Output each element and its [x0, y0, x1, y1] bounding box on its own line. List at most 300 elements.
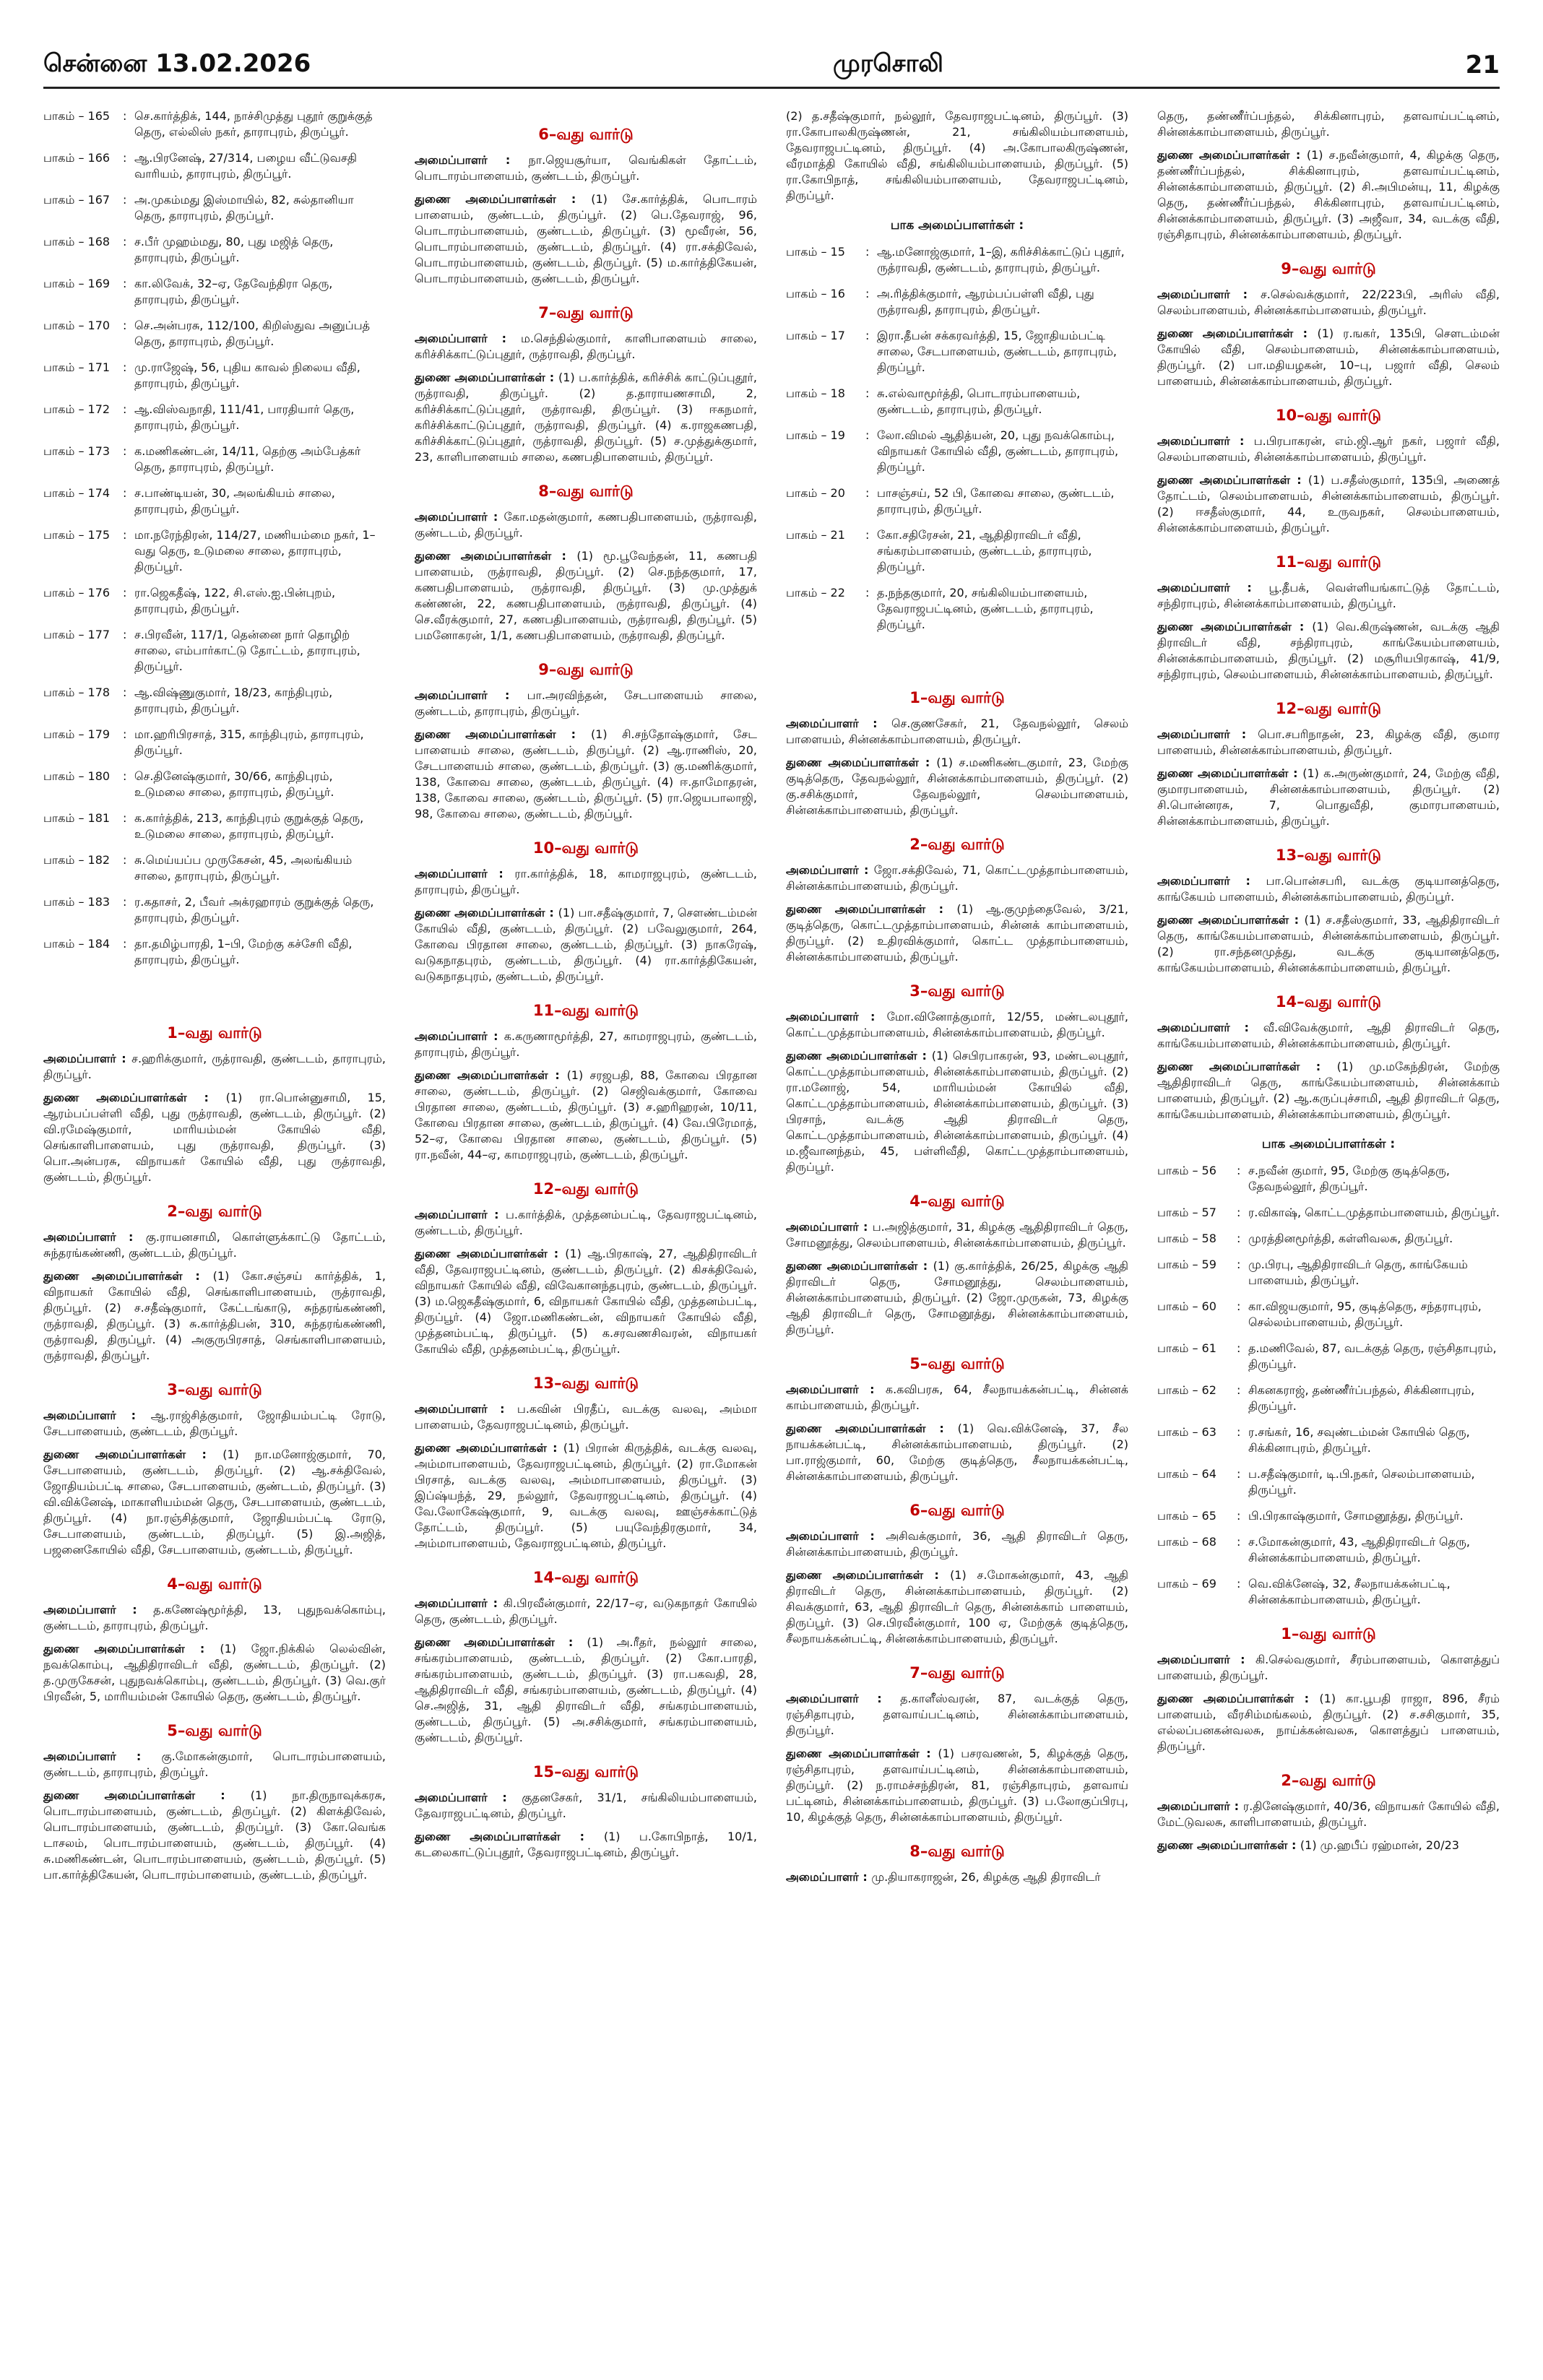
deputies-label: துணை அமைப்பாளர்கள் :: [43, 1091, 226, 1104]
ward-section: [415, 1763, 757, 1861]
leader-label: அமைப்பாளர் :: [1157, 1799, 1243, 1813]
ward-section: [43, 1024, 386, 1185]
booth-entry: [786, 527, 1128, 575]
booth-number: பாகம் – 167: [43, 193, 111, 207]
ward-leader: அமைப்பாளர் : ர.தினேஷ்குமார், 40/36, விநாயகர் கோயில் வீதி, மேட்டுவலசு, காளிபாளையம், திருப்பூர்.: [1157, 1799, 1500, 1829]
ward-leader: அமைப்பாளர் : பா.அரவிந்தன், சேடபாளையம் சாலை, குண்டடம், தாராபுரம், திருப்பூர்.: [415, 688, 757, 718]
booth-agent: த.நந்தகுமார், 20, சங்கிலியம்பாளையம், தேவராஜபட்டினம், குண்டடம், தாராபுரம், திருப்பூர்.: [877, 586, 1094, 631]
booth-agent: மு.பிரபு, ஆதிதிராவிடர் தெரு, காங்கேயம் பாளையம், திருப்பூர்.: [1248, 1258, 1468, 1287]
booth-agent: மு.ராஜேஷ், 56, புதிய காவல் நிலைய வீதி, தாராபுரம், திருப்பூர்.: [134, 360, 360, 390]
separator: :: [865, 287, 870, 300]
ward-deputies: துணை அமைப்பாளர்கள் : (1) வெ.விக்னேஷ், 37, சீல நாயக்கன்பட்டி, சின்னக்காம்பாளையம், திருப்பூர். (2) பா.ராஜ்குமார், 60, மேற்கு குடித்தெரு, சீலநாயக்கன்பட்டி, சின்னக்காம்பாளையம், திருப்பூர்.: [786, 1421, 1128, 1483]
ward-leader: அமைப்பாளர் : ஆ.ராஜ்சித்குமார், ஜோதியம்பட்டி ரோடு, சேடபாளையம், குண்டடம், திருப்பூர்.: [43, 1408, 386, 1438]
separator: :: [123, 402, 127, 416]
booth-entry: [43, 318, 386, 350]
ward-deputies: துணை அமைப்பாளர்கள் : (1) ஜோ.நிக்கில் லெல்வின், நவக்கொம்பு, ஆதிதிராவிடர் வீதி, குண்டடம், திருப்பூர். (2) த.முருகேசன், புதுநவக்கொம்பு, குண்டடம், திருப்பூர். (3) வெ.குர் பிரவீன், 5, மாரியம்மன் கோயில் தெரு, குண்டடம், திருப்பூர்.: [43, 1642, 386, 1703]
deputies-label: துணை அமைப்பாளர்கள் :: [43, 1788, 251, 1802]
continued-text: தெரு, தண்ணீர்ப்பந்தல், சிக்கினாபுரம், தளவாய்பட்டினம், சின்னக்காம்பாளையம், திருப்பூர்.: [1157, 109, 1500, 139]
leader-label: அமைப்பாளர் :: [1157, 1021, 1263, 1034]
ward-heading: 4–வது வார்டு: [167, 1575, 262, 1593]
leader-label: அமைப்பாளர் :: [1157, 581, 1269, 594]
booth-number: பாகம் – 173: [43, 444, 111, 458]
column-3: [786, 108, 1128, 2355]
ward-leader: அமைப்பாளர் : பா.பொன்சபரி, வடக்கு குடியானத்தெரு, காங்கேயம் பாளையம், சின்னக்காம்பாளையம், திருப்பூர்.: [1157, 874, 1500, 904]
ward-deputies: துணை அமைப்பாளர்கள் : (1) ப.கார்த்திக், கரிச்சிக் காட்டுப்புதூர், ருத்ராவதி, திருப்பூர். (2) த.தாராயணசாமி, 2, கரிச்சிக்காட்டுப்புதூர், ருத்ராவதி, திருப்பூர். (3) ஈகநமார், கரிச்சிக்காட்டுப்புதூர், ருத்ராவதி, திருப்பூர். (4) க.ராஜகணபதி, கரிச்சிக்காட்டுப்புதூர், ருத்ராவதி, திருப்பூர். (5) ச.முத்துக்குமார், 23, காளிபாளையம் சாலை, கணபதிபாளையம், திருப்பூர்.: [415, 371, 757, 464]
booth-number: பாகம் – 59: [1157, 1258, 1216, 1271]
deputies-label: துணை அமைப்பாளர்கள் :: [415, 192, 592, 206]
ward-deputies: துணை அமைப்பாளர்கள் : (1) மு.மகேந்திரன், மேற்கு ஆதிதிராவிடர் தெரு, காங்கேயம்பாளையம், சின்னக்காம் பாளையம், திருப்பூர். (2) ஆ.கருப்புச்சாமி, ஆதி திராவிடர் தெரு, காங்கேயம்பாளையம், சின்னக்காம்பாளையம், திருப்பூர்.: [1157, 1060, 1500, 1121]
leader-label: அமைப்பாளர் :: [415, 153, 529, 167]
deputies-label: துணை அமைப்பாளர்கள் :: [786, 1049, 932, 1063]
ward-deputies: துணை அமைப்பாளர்கள் : (1) செபிரபாகரன், 93, மண்டலபுதூர், கொட்டமுத்தாம்பாளையம், சின்னக்காம்பாளையம், திருப்பூர். (2) ரா.மனோஜ், 54, மாரியம்மன் கோயில் வீதி, கொட்டமுத்தாம்பாளையம், சின்னக்காம்பாளையம், திருப்பூர். (3) பிரசாந், வடக்கு ஆதி திராவிடர் தெரு, கொட்டமுத்தாம்பாளையம், சின்னக்காம்பாளையம், திருப்பூர். (4) ம.ஜீவானந்தம், 45, பள்ளிவீதி, கொட்டமுத்தாம்பாளையம், திருப்பூர்.: [786, 1049, 1128, 1174]
page-number: 21: [1465, 51, 1500, 79]
booth-agent: கா.விஜயகுமார், 95, குடித்தெரு, சந்தராபுரம், செல்லம்பாளையம், திருப்பூர்.: [1248, 1299, 1482, 1329]
booth-entry: [1157, 1576, 1500, 1608]
ward-leader: அமைப்பாளர் : பூ.தீபக், வெள்ளியங்காட்டுத் தோட்டம், சந்திராபுரம், சின்னக்காம்பாளையம், திருப்பூர்.: [1157, 581, 1500, 610]
leader-label: அமைப்பாளர் :: [43, 1408, 151, 1422]
booth-entry: [1157, 1466, 1500, 1498]
booth-entry: [43, 810, 386, 842]
ward-heading: 6–வது வார்டு: [538, 126, 634, 143]
ward-section: [43, 1203, 386, 1364]
booth-agent: ஆ.விஸ்வநாதி, 111/41, பாரதியார் தெரு, தாராபுரம், திருப்பூர்.: [134, 402, 355, 432]
deputies-label: துணை அமைப்பாளர்கள் :: [415, 1441, 563, 1455]
ward-heading: 1–வது வார்டு: [909, 689, 1005, 706]
ward-deputies: துணை அமைப்பாளர்கள் : (1) ஆ.பிரகாஷ், 27, ஆதிதிராவிடர் வீதி, தேவராஜபட்டினம், குண்டடம், திருப்பூர். (2) கிசக்திவேல், விநாயகர் கோயில் வீதி, விவேகானந்தபுரம், குண்டடம், திருப்பூர். (3) ம.ஜெகதீஷ்குமார், 6, விநாயகர் கோயில் வீதி, முத்தனம்பட்டி, திருப்பூர். (4) ஜோ.மணிகண்டன், விநாயகர் கோயில் வீதி, முத்தனம்பட்டி, திருப்பூர். (5) க.சரவணசிவரன், விநாயகர் கோயில் வீதி, முத்தனம்பட்டி, திருப்பூர்.: [415, 1247, 757, 1356]
ward-deputies: துணை அமைப்பாளர்கள் : (1) சரஜபதி, 88, கோவை பிரதான சாலை, குண்டடம், திருப்பூர். (2) செஜிவக்குமார், கோவை பிரதான சாலை, குண்டடம், திருப்பூர். (3) ச.ஹரிஹரன், 10/11, கோவை பிரதான சாலை, குண்டடம், திருப்பூர். (4) வே.பிரேமாத், 52–ஏ, கோவை பிரதான சாலை, குண்டடம், திருப்பூர். (5) ரா.நவீன், 44–ஏ, காமராஜபுரம், குண்டடம், திருப்பூர்.: [415, 1068, 757, 1161]
ward-section: [415, 304, 757, 465]
booth-entry: [43, 769, 386, 800]
deputies-label: துணை அமைப்பாளர்கள் :: [415, 906, 558, 919]
booth-number: பாகம் – 15: [786, 245, 845, 259]
ward-deputies: துணை அமைப்பாளர்கள் : (1) சே.கார்த்திக், பொடாரம் பாளையம், குண்டடம், திருப்பூர். (2) பெ.தேவராஜ், 96, பொடாரம்பாளையம், குண்டடம், திருப்பூர். (3) மூவீரன், 56, பொடாரம்பாளையம், குண்டடம், திருப்பூர். (4) ரா.சக்திவேல், பொடாரம்பாளையம், குண்டடம், திருப்பூர். (5) ம.கார்த்திகேயன், பொடாரம்பாளையம், குண்டடம், திருப்பூர்.: [415, 192, 757, 285]
separator: :: [865, 386, 870, 400]
separator: :: [1237, 1164, 1241, 1177]
booth-entry: [1157, 1341, 1500, 1372]
ward-deputies: துணை அமைப்பாளர்கள் : (1) ப.கோபிநாத், 10/1, கடலைகாட்டுப்புதூர், தேவராஜபட்டினம், திருப்பூர்.: [415, 1830, 757, 1859]
booth-number: பாகம் – 166: [43, 151, 111, 165]
booth-number: பாகம் – 61: [1157, 1341, 1216, 1355]
leader-label: அமைப்பாளர் :: [786, 1870, 872, 1884]
booth-agent: ச.நவீன் குமார், 95, மேற்கு குடித்தெரு, தேவநல்லூர், திருப்பூர்.: [1248, 1164, 1450, 1193]
booth-number: பாகம் – 183: [43, 895, 111, 909]
booth-agent: க.கார்த்திக், 213, காந்திபுரம் குறுக்குத் தெரு, உடுமலை சாலை, தாராபுரம், திருப்பூர்.: [134, 811, 364, 841]
masthead: [43, 43, 1500, 89]
ward-section: [786, 836, 1128, 965]
separator: :: [1237, 1299, 1241, 1313]
booth-entry: [43, 936, 386, 968]
booth-agent: முரத்தினமூர்த்தி, கள்ளிவலசு, திருப்பூர்.: [1248, 1232, 1453, 1245]
ward-section: [1157, 700, 1500, 829]
booth-agent: ச.பீர் முஹம்மது, 80, புது மஜித் தெரு, தாராபுரம், திருப்பூர்.: [134, 235, 334, 264]
booth-agent: த.மணிவேல், 87, வடக்குத் தெரு, ரஞ்சிதாபுரம், திருப்பூர்.: [1248, 1341, 1497, 1371]
ward-heading: 10–வது வார்டு: [1275, 407, 1382, 424]
booth-number: பாகம் – 17: [786, 329, 845, 342]
booth-entry: [43, 527, 386, 575]
booth-entry: [1157, 1299, 1500, 1330]
ward-section: [43, 1575, 386, 1705]
ward-deputies: துணை அமைப்பாளர்கள் : (1) ப.சதீஸ்குமார், 135பி, அணைத் தோட்டம், செலம்பாளையம், சின்னக்காம்பாளையம், திருப்பூர். (2) ஈசதீஸ்குமார், 44, உருவநகர், செலம்பாளையம், சின்னக்காம்பாளையம், திருப்பூர்.: [1157, 473, 1500, 535]
booth-number: பாகம் – 62: [1157, 1383, 1216, 1397]
ward-leader: அமைப்பாளர் : ப.கார்த்திக், முத்தனம்பட்டி, தேவராஜபட்டினம், குண்டடம், திருப்பூர்.: [415, 1208, 757, 1237]
separator: :: [123, 360, 127, 374]
ward-section: [43, 1381, 386, 1558]
ward-deputies: துணை அமைப்பாளர்கள் : (1) க.அருண்குமார், 24, மேற்கு வீதி, குமாரபாளையம், சின்னக்காம்பாளையம், திருப்பூர். (2) சி.பொன்னரசு, 7, பொதுவீதி, குமாரபாளையம், சின்னக்காம்பாளையம், திருப்பூர்.: [1157, 766, 1500, 828]
separator: :: [865, 329, 870, 342]
ward-section: [1157, 993, 1500, 1122]
booth-agents-subheading: பாக அமைப்பாளர்கள் :: [890, 218, 1024, 233]
leader-label: அமைப்பாளர் :: [415, 1029, 504, 1043]
ward-deputies: துணை அமைப்பாளர்கள் : (1) மூ.பூவேந்தன், 11, கணபதி பாளையம், ருத்ராவதி, திருப்பூர். (2) செ.நந்தகுமார், 17, கணபதிபாளையம், ருத்ராவதி, திருப்பூர். (3) மு.முத்துக் கண்ணன், 22, கணபதிபாளையம், ருத்ராவதி, திருப்பூர். (4) செ.வீரக்குமார், 27, கணபதிபாளையம், ருத்ராவதி, திருப்பூர். (5) பமனோகரன், 1/1, கணபதிபாளையம், ருத்ராவதி, திருப்பூர்.: [415, 549, 757, 642]
ward-section: [415, 1002, 757, 1163]
booth-number: பாகம் – 177: [43, 628, 111, 641]
separator: :: [123, 109, 127, 123]
separator: :: [1237, 1577, 1241, 1591]
ward-leader: அமைப்பாளர் : கி.பிரவீன்குமார், 22/17–ஏ, வடுகநாதர் கோயில் தெரு, குண்டடம், திருப்பூர்.: [415, 1596, 757, 1626]
ward-deputies: துணை அமைப்பாளர்கள் : (1) ச.சதீஸ்குமார், 33, ஆதிதிராவிடர் தெரு, காங்கேயம்பாளையம், சின்னக்காம்பாளையம், திருப்பூர். (2) ரா.சந்தனமுத்து, வடக்கு குடியானத்தெரு, காங்கேயம்பாளையம், சின்னக்காம்பாளையம், திருப்பூர்.: [1157, 913, 1500, 974]
booth-agent: தா.தமிழ்பாரதி, 1–பி, மேற்கு கச்சேரி வீதி, தாராபுரம், திருப்பூர்.: [134, 937, 353, 966]
separator: :: [123, 444, 127, 458]
booth-number: பாகம் – 64: [1157, 1467, 1216, 1481]
deputies-label: துணை அமைப்பாளர்கள் :: [786, 756, 937, 769]
ward-section: [786, 1664, 1128, 1825]
booth-agent: லோ.விமல் ஆதித்யன், 20, புது நவக்கொம்பு, விநாயகர் கோயில் வீதி, குண்டடம், தாராபுரம், திருப்பூர்.: [877, 428, 1119, 474]
separator: :: [1237, 1467, 1241, 1481]
deputies-label: துணை அமைப்பாளர்கள் :: [415, 727, 591, 741]
leader-label: அமைப்பாளர் :: [415, 332, 521, 345]
leader-label: அமைப்பாளர் :: [786, 863, 874, 877]
separator: :: [1237, 1232, 1241, 1245]
ward-heading: 14–வது வார்டு: [532, 1569, 639, 1586]
booth-number: பாகம் – 57: [1157, 1206, 1216, 1219]
booth-number: பாகம் – 58: [1157, 1232, 1216, 1245]
ward-heading: 7–வது வார்டு: [538, 304, 634, 321]
ward-heading: 3–வது வார்டு: [909, 982, 1005, 1000]
ward-section: [1157, 1772, 1500, 1853]
deputies-label: துணை அமைப்பாளர்கள் :: [415, 1830, 604, 1843]
booth-agent: பி.பிரகாஷ்குமார், சோமனூத்து, திருப்பூர்.: [1248, 1509, 1464, 1523]
booth-agent: ப.சதீஷ்குமார், டி.பி.நகர், செலம்பாளையம், திருப்பூர்.: [1248, 1467, 1475, 1497]
booth-entry: [1157, 1257, 1500, 1289]
deputies-label: துணை அமைப்பாளர்கள் :: [786, 902, 957, 916]
booth-entry: [786, 286, 1128, 318]
ward-leader: அமைப்பாளர் : நா.ஜெயசூர்யா, வெங்கிகள் தோட்டம், பொடாரம்பாளையம், குண்டடம், திருப்பூர்.: [415, 153, 757, 183]
booth-entry: [786, 485, 1128, 517]
booth-entry: [43, 443, 386, 475]
article-columns: [43, 108, 1500, 2355]
ward-heading: 2–வது வார்டு: [909, 836, 1005, 853]
separator: :: [865, 245, 870, 259]
ward-leader: அமைப்பாளர் : ம.செந்தில்குமார், காளிபாளையம் சாலை, கரிச்சிக்காட்டுப்புதூர், ருத்ராவதி, திருப்பூர்.: [415, 332, 757, 361]
ward-heading: 1–வது வார்டு: [167, 1024, 262, 1042]
booth-number: பாகம் – 170: [43, 319, 111, 332]
ward-heading: 12–வது வார்டு: [1275, 700, 1382, 717]
separator: :: [123, 528, 127, 542]
ward-deputies: துணை அமைப்பாளர்கள் : (1) ஆ.குமுந்தைவேல், 3/21, குடித்தெரு, கொட்டமுத்தாம்பாளையம், சின்னக் காம்பாளையம், திருப்பூர். (2) உதிரவிக்குமார், கொட்ட முத்தாம்பாளையம், சின்னக்காம்பாளையம், திருப்பூர்.: [786, 902, 1128, 964]
booth-agent: கா.லிவேக், 32–ஏ, தேவேந்திரா தெரு, தாராபுரம், திருப்பூர்.: [134, 277, 333, 306]
separator: :: [123, 727, 127, 741]
leader-label: அமைப்பாளர் :: [786, 1529, 886, 1543]
booth-number: பாகம் – 181: [43, 811, 111, 825]
deputies-label: துணை அமைப்பாளர்கள் :: [43, 1269, 213, 1283]
booth-number: பாகம் – 184: [43, 937, 111, 951]
ward-leader: அமைப்பாளர் : ரா.கார்த்திக், 18, காமராஜபுரம், குண்டடம், தாராபுரம், திருப்பூர்.: [415, 867, 757, 896]
booth-entry: [43, 852, 386, 884]
deputies-label: துணை அமைப்பாளர்கள் :: [786, 1568, 951, 1582]
ward-section: [415, 126, 757, 287]
ward-heading: 2–வது வார்டு: [1281, 1772, 1376, 1789]
separator: :: [123, 811, 127, 825]
booth-number: பாகம் – 182: [43, 853, 111, 867]
ward-deputies: துணை அமைப்பாளர்கள் : (1) பா.சதீஷ்குமார், 7, சௌண்டம்மன் கோயில் வீதி, குண்டடம், திருப்பூர். (2) பவேலுகுமார், 264, கோவை பிரதான சாலை, குண்டடம், திருப்பூர். (3) நாகரேஷ், வடுகநாதபுரம், குண்டடம், திருப்பூர். (4) ரா.கார்த்திகேயன், வடுகநாதபுரம், குண்டடம், திருப்பூர்.: [415, 906, 757, 983]
booth-entry: [786, 244, 1128, 276]
separator: :: [865, 428, 870, 442]
ward-deputies: துணை அமைப்பாளர்கள் : (1) பிரான் கிருத்திக், வடக்கு வலவு, அம்மாபாளையம், தேவராஜபட்டினம், திருப்பூர். (2) ரா.மோகன் பிரசாத், வடக்கு வலவு, அம்மாபாளையம், திருப்பூர். (3) இப்ஷ்யந்த், 29, நல்லூர், தேவராஜபட்டினம், திருப்பூர். (4) வே.லோகேஷ்குமார், 9, வடக்கு வலவு, ஊஞ்சக்காட்டுத் தோட்டம், திருப்பூர். (5) பயுவேந்திரகுமார், 34, அம்மாபாளையம், தேவராஜபட்டினம், திருப்பூர்.: [415, 1441, 757, 1550]
ward-deputies: துணை அமைப்பாளர்கள் : (1) கா.பூபதி ராஜா, 896, சீரம் பாளையம், வீரசிம்மங்கலம், திருப்பூர். (2) ச.சசிகுமார், 35, எல்லப்பனகன்வலசு, நாய்க்கன்வலசு, கொளத்துப் பாளையம், திருப்பூர்.: [1157, 1692, 1500, 1753]
booth-entry: [43, 108, 386, 140]
booth-entry: [1157, 1163, 1500, 1195]
booth-number: பாகம் – 171: [43, 360, 111, 374]
booth-agent: ர.விகாஷ், கொட்டமுத்தாம்பாளையம், திருப்பூர்.: [1248, 1206, 1500, 1219]
booth-agent: ஆ.விஷ்ணுகுமார், 18/23, காந்திபுரம், தாராபுரம், திருப்பூர்.: [134, 685, 333, 715]
ward-heading: 8–வது வார்டு: [909, 1843, 1005, 1860]
booth-agent: செ.தினேஷ்குமார், 30/66, காந்திபுரம், உடுமலை சாலை, தாராபுரம், திருப்பூர்.: [134, 769, 334, 799]
booth-agent: ஆ.மனோஜ்குமார், 1–இ, கரிச்சிக்காட்டுப் புதூர், ருத்ராவதி, குண்டடம், தாராபுரம், திருப்பூர்.: [877, 245, 1125, 274]
booth-entry: [43, 234, 386, 266]
ward-section: [786, 1502, 1128, 1647]
separator: :: [123, 151, 127, 165]
ward-deputies: துணை அமைப்பாளர்கள் : (1) சி.சந்தோஷ்குமார், சேட பாளையம் சாலை, குண்டடம், திருப்பூர். (2) ஆ.ராணிஸ், 20, சேடபாளையம் சாலை, குண்டடம், திருப்பூர். (3) கு.மணிக்குமார், 138, கோவை சாலை, குண்டடம், திருப்பூர். (4) ஈ.தாமோதரன், 138, கோவை சாலை, குண்டடம், திருப்பூர். (5) ரா.ஜெயபாலாஜி, 98, கோவை சாலை, குண்டடம், திருப்பூர்.: [415, 727, 757, 821]
leader-label: அமைப்பாளர் :: [1157, 287, 1261, 301]
booth-number: பாகம் – 65: [1157, 1509, 1216, 1523]
booth-agent: அ.முகம்மது இஸ்மாயில், 82, சுல்தானியா தெரு, தாராபுரம், திருப்பூர்.: [134, 193, 354, 222]
ward-section: [786, 1843, 1128, 1885]
deputies-label: துணை அமைப்பாளர்கள் :: [415, 1068, 567, 1082]
separator: :: [865, 586, 870, 600]
ward-section: [415, 1180, 757, 1357]
ward-leader: அமைப்பாளர் : கி.செல்வகுமார், சீரம்பாளையம், கொளத்துப் பாளையம், திருப்பூர்.: [1157, 1653, 1500, 1682]
ward-heading: 13–வது வார்டு: [1275, 847, 1382, 864]
separator: :: [123, 277, 127, 290]
ward-section: [415, 1375, 757, 1552]
deputies-label: துணை அமைப்பாளர்கள் :: [1157, 913, 1305, 927]
ward-section: [786, 1355, 1128, 1484]
booth-agent: ச.பிரவீன், 117/1, தென்னை நார் தொழிற் சாலை, எம்பார்காட்டு தோட்டம், தாராபுரம், திருப்பூர்.: [134, 628, 360, 673]
leader-label: அமைப்பாளர் :: [415, 688, 527, 702]
deputies-label: துணை அமைப்பாளர்கள் :: [1157, 766, 1303, 780]
booth-number: பாகம் – 20: [786, 486, 845, 500]
ward-deputies: துணை அமைப்பாளர்கள் : (1) பசரவணன், 5, கிழக்குத் தெரு, ரஞ்சிதாபுரம், தளவாய்பட்டினம், சின்னக்காம்பாளையம், திருப்பூர். (2) ந.ராமச்சந்திரன், 81, ரஞ்சிதாபுரம், தளவாய் பட்டினம், சின்னக்காம்பாளையம், திருப்பூர். (3) ப.லோகுப்பிரபு, 10, கிழக்குத் தெரு, சின்னக்காம்பாளையம், திருப்பூர்.: [786, 1747, 1128, 1824]
booth-agent: சிகனகராஜ், தண்ணீர்ப்பந்தல், சிக்கினாபுரம், திருப்பூர்.: [1248, 1383, 1475, 1413]
ward-leader: அமைப்பாளர் : மு.தியாகராஜன், 26, கிழக்கு ஆதி திராவிடர்: [786, 1870, 1101, 1884]
separator: :: [123, 937, 127, 951]
ward-heading: 1–வது வார்டு: [1281, 1625, 1376, 1643]
booth-entry: [43, 192, 386, 224]
ward-deputies: துணை அமைப்பாளர்கள் : (1) ரா.பொன்னுசாமி, 15, ஆரம்பப்பள்ளி வீதி, புது ருத்ராவதி, குண்டடம், திருப்பூர். (2) வி.ரமேஷ்குமார், மாரியம்மன் கோயில் வீதி, செங்காளிபாளையம், புது ருத்ராவதி, திருப்பூர். (3) பொ.அன்பரசு, விநாயகர் கோயில் வீதி, புது ருத்ராவதி, குண்டடம், திருப்பூர்.: [43, 1091, 386, 1184]
ward-heading: 5–வது வார்டு: [167, 1722, 262, 1739]
separator: :: [1237, 1509, 1241, 1523]
booth-agent: கோ.சதிரேசன், 21, ஆதிதிராவிடர் வீதி, சங்கரம்பாளையம், குண்டடம், தாராபுரம், திருப்பூர்.: [877, 528, 1092, 574]
ward-leader: அமைப்பாளர் : க.கவிபரசு, 64, சீலநாயக்கன்பட்டி, சின்னக் காம்பாளையம், திருப்பூர்.: [786, 1382, 1128, 1412]
booth-number: பாகம் – 169: [43, 277, 111, 290]
ward-section: [786, 689, 1128, 818]
deputies-label: துணை அமைப்பாளர்கள் :: [415, 1247, 566, 1260]
booth-agent: வெ.விக்னேஷ், 32, சீலநாயக்கன்பட்டி, சின்னக்காம்பாளையம், திருப்பூர்.: [1248, 1577, 1451, 1606]
separator: :: [123, 628, 127, 641]
newspaper-name: முரசொலி: [833, 49, 943, 78]
ward-deputies: துணை அமைப்பாளர்கள் : (1) ர.ஙகர், 135பி, சௌடம்மன் கோயில் வீதி, செலம்பாளையம், சின்னக்காம்பாளையம், திருப்பூர். (2) பா.மதியழகன், 10–பு, பஜார் வீதி, செலம் பாளையம், சின்னக்காம்பாளையம், திருப்பூர்.: [1157, 326, 1500, 388]
booth-number: பாகம் – 68: [1157, 1535, 1216, 1549]
booth-agent: இரா.தீபன் சக்கரவர்த்தி, 15, ஜோதியம்பட்டி சாலை, சேடபாளையம், குண்டடம், தாராபுரம், திருப்பூர்.: [877, 329, 1117, 374]
booth-agent: ர.கதாசர், 2, பீவர் அக்ரஹாரம் குறுக்குத் தெரு, தாராபுரம், திருப்பூர்.: [134, 895, 374, 925]
deputies-label: துணை அமைப்பாளர்கள் :: [1157, 620, 1313, 633]
separator: :: [1237, 1341, 1241, 1355]
ward-leader: அமைப்பாளர் : ப.பிரபாகரன், எம்.ஜி.ஆர் நகர், பஜார் வீதி, செலம்பாளையம், சின்னக்காம்பாளையம், திருப்பூர்.: [1157, 434, 1500, 464]
ward-deputies: துணை அமைப்பாளர்கள் : (1) கோ.சஞ்சய் கார்த்திக், 1, விநாயகர் கோயில் வீதி, செங்காளிபாளையம், ருத்ராவதி, திருப்பூர். (2) ச.சதீஷ்குமார், கேட்டங்காடு, சுந்தரங்கண்ணி, ருத்ராவதி, திருப்பூர். (3) சு.கார்த்திபன், 310, சுந்தரங்கண்ணி, ருத்ராவதி, திருப்பூர். (4) அகுருபிரசாத், செங்காளிபாளையம், ருத்ராவதி, திருப்பூர்.: [43, 1269, 386, 1362]
separator: :: [123, 895, 127, 909]
booth-agents-subheading: பாக அமைப்பாளர்கள் :: [1261, 1137, 1396, 1151]
booth-entry: [1157, 1508, 1500, 1524]
deputies-label: துணை அமைப்பாளர்கள் :: [786, 1421, 958, 1435]
booth-entry: [43, 585, 386, 617]
column-4: [1157, 108, 1500, 2355]
ward-leader: அமைப்பாளர் : த.கணேஷ்மூர்த்தி, 13, புதுநவக்கொம்பு, குண்டடம், தாராபுரம், திருப்பூர்.: [43, 1603, 386, 1632]
ward-leader: அமைப்பாளர் : கோ.மதன்குமார், கணபதிபாளையம், ருத்ராவதி, குண்டடம், திருப்பூர்.: [415, 510, 757, 540]
booth-agent: செ.அன்பரசு, 112/100, கிறிஸ்துவ அனுப்பத் தெரு, தாராபுரம், திருப்பூர்.: [134, 319, 371, 348]
ward-heading: 8–வது வார்டு: [538, 483, 634, 500]
booth-entry: [1157, 1205, 1500, 1221]
ward-deputies: துணை அமைப்பாளர்கள் : (1) நா.மனோஜ்குமார், 70, சேடபாளையம், குண்டடம், திருப்பூர். (2) ஆ.சக்திவேல், ஜோதியம்பட்டி சாலை, சேடபாளையம், குண்டடம், திருப்பூர். (3) வி.விக்னேஷ், மாகாளியம்மன் தெரு, சேடபாளையம், குண்டடம், திருப்பூர். (4) நா.ரஞ்சித்குமார், ஜோதியம்பட்டி ரோடு, சேடபாளையம், குண்டடம், திருப்பூர். (5) இ.அஜித், பஜனைகோயில் வீதி, சேடபாளையம், குண்டடம், திருப்பூர்.: [43, 1448, 386, 1557]
booth-number: பாகம் – 19: [786, 428, 845, 442]
ward-section: [415, 1569, 757, 1746]
separator: :: [1237, 1383, 1241, 1397]
booth-number: பாகம் – 56: [1157, 1164, 1216, 1177]
booth-entry: [43, 627, 386, 675]
ward-heading: 11–வது வார்டு: [532, 1002, 639, 1019]
booth-agent: சு.மெய்யப்ப முருகேசன், 45, அலங்கியம் சாலை, தாராபுரம், திருப்பூர்.: [134, 853, 353, 883]
booth-agent: மா.ஹரிபிரசாத், 315, காந்திபுரம், தாராபுரம், திருப்பூர்.: [134, 727, 364, 757]
ward-heading: 13–வது வார்டு: [532, 1375, 639, 1392]
ward-section: [1157, 553, 1500, 683]
booth-agent: ச.பாண்டியன், 30, அலங்கியம் சாலை, தாராபுரம், திருப்பூர்.: [134, 486, 335, 516]
ward-heading: 7–வது வார்டு: [909, 1664, 1005, 1682]
booth-agent: ர.சங்கர், 16, சவுண்டம்மன் கோயில் தெரு, சிக்கினாபுரம், திருப்பூர்.: [1248, 1425, 1470, 1455]
ward-section: [786, 982, 1128, 1175]
separator: :: [123, 486, 127, 500]
leader-label: அமைப்பாளர் :: [786, 717, 891, 730]
booth-agent: செ.கார்த்திக், 144, நாச்சிமுத்து புதூர் குறுக்குத் தெரு, எல்லிஸ் நகர், தாராபுரம், திருப்பூர்.: [134, 109, 373, 139]
separator: :: [123, 685, 127, 699]
booth-number: பாகம் – 179: [43, 727, 111, 741]
ward-leader: அமைப்பாளர் : மோ.வினோத்குமார், 12/55, மண்டலபுதூர், கொட்டமுத்தாம்பாளையம், சின்னக்காம்பாளையம், திருப்பூர்.: [786, 1010, 1128, 1039]
ward-deputies: துணை அமைப்பாளர்கள் : (1) அ.ரீதர், நல்லூர் சாலை, சங்கரம்பாளையம், குண்டடம், திருப்பூர். (2) கோ.பாரதி, சங்கரம்பாளையம், குண்டடம், திருப்பூர். (3) ரா.பகவதி, 28, ஆதிதிராவிடர் வீதி, சங்கரம்பாளையம், குண்டடம், திருப்பூர். (4) செ.அஜித், 31, ஆதி திராவிடர் வீதி, சங்கரம்பாளையம், குண்டடம், திருப்பூர். (5) அ.சசிக்குமார், சங்கரம்பாளையம், குண்டடம், திருப்பூர்.: [415, 1635, 757, 1744]
ward-deputies: துணை அமைப்பாளர்கள் : (1) ச.நவீன்குமார், 4, கிழக்கு தெரு, தண்ணீர்ப்பந்தல், சிக்கினாபுரம், தளவாய்பட்டினம், சின்னக்காம்பாளையம், திருப்பூர். (2) சி.அபிமன்யு, 11, கிழக்கு தெரு, தண்ணீர்ப்பந்தல், சிக்கினாபுரம், தளவாய்பட்டினம், சின்னக்காம்பாளையம், திருப்பூர். (3) அஜீவா, 34, வடக்கு வீதி, ரஞ்சிதாபுரம், சின்னக்காம்பாளையம், திருப்பூர்.: [1157, 148, 1500, 241]
booth-entry: [1157, 1231, 1500, 1247]
leader-label: அமைப்பாளர் :: [415, 1402, 517, 1416]
booth-number: பாகம் – 16: [786, 287, 845, 300]
booth-entry: [43, 276, 386, 308]
ward-section: [1157, 407, 1500, 536]
ward-leader: அமைப்பாளர் : ச.செல்வக்குமார், 22/223பி, அரிஸ் வீதி, செலம்பாளையம், சின்னக்காம்பாளையம், திருப்பூர்.: [1157, 287, 1500, 317]
ward-section: [415, 483, 757, 644]
leader-label: அமைப்பாளர் :: [1157, 727, 1258, 741]
separator: :: [123, 853, 127, 867]
booth-entry: [786, 328, 1128, 376]
booth-number: பாகம் – 18: [786, 386, 845, 400]
separator: :: [1237, 1258, 1241, 1271]
ward-leader: அமைப்பாளர் : த.காளீஸ்வரன், 87, வடக்குத் தெரு, ரஞ்சிதாபுரம், தளவாய்பட்டினம், சின்னக்காம்பாளையம், திருப்பூர்.: [786, 1692, 1128, 1737]
leader-label: அமைப்பாளர் :: [786, 1010, 887, 1024]
deputies-label: துணை அமைப்பாளர்கள் :: [415, 371, 559, 384]
separator: :: [123, 235, 127, 248]
ward-heading: 11–வது வார்டு: [1275, 553, 1382, 571]
ward-section: [415, 661, 757, 822]
booth-entry: [786, 428, 1128, 475]
ward-section: [1157, 847, 1500, 976]
deputies-label: துணை அமைப்பாளர்கள் :: [1157, 473, 1308, 487]
ward-leader: அமைப்பாளர் : ஜோ.சக்திவேல், 71, கொட்டமுத்தாம்பாளையம், சின்னக்காம்பாளையம், திருப்பூர்.: [786, 863, 1128, 893]
ward-deputies: துணை அமைப்பாளர்கள் : (1) கு.கார்த்திக், 26/25, கிழக்கு ஆதி திராவிடர் தெரு, சோமனூத்து, செலம்பாளையம், சின்னக்காம்பாளையம், திருப்பூர். (2) ஜோ.முருகன், 73, கிழக்கு ஆதி திராவிடர் தெரு, சோமனூத்து, சின்னக்காம்பாளையம், திருப்பூர்.: [786, 1259, 1128, 1336]
ward-heading: 9–வது வார்டு: [538, 661, 634, 678]
leader-label: அமைப்பாளர் :: [415, 1596, 503, 1610]
separator: :: [865, 528, 870, 542]
deputies-label: துணை அமைப்பாளர்கள் :: [43, 1642, 220, 1656]
leader-label: அமைப்பாளர் :: [1157, 1653, 1255, 1666]
booth-number: பாகம் – 165: [43, 109, 111, 123]
separator: :: [123, 586, 127, 600]
booth-number: பாகம் – 168: [43, 235, 111, 248]
ward-heading: 12–வது வார்டு: [532, 1180, 639, 1198]
leader-label: அமைப்பாளர் :: [1157, 434, 1254, 448]
booth-number: பாகம் – 60: [1157, 1299, 1216, 1313]
ward-leader: அமைப்பாளர் : வீ.விவேக்குமார், ஆதி திராவிடர் தெரு, காங்கேயம்பாளையம், சின்னக்காம்பாளையம், திருப்பூர்.: [1157, 1021, 1500, 1050]
booth-entry: [43, 402, 386, 433]
leader-label: அமைப்பாளர் :: [415, 867, 515, 880]
booth-agent: அ.ரித்திக்குமார், ஆரம்பப்பள்ளி வீதி, புது ருத்ராவதி, தாராபுரம், திருப்பூர்.: [877, 287, 1094, 316]
continued-text: (2) த.சதீஷ்குமார், நல்லூர், தேவராஜபட்டினம், திருப்பூர். (3) ரா.கோபாலகிருஷ்ணன், 21, சங்கிலியம்பாளையம், தேவராஜபட்டினம், திருப்பூர். (4) அ.கோபாலகிருஷ்ணன், வீரமாத்தி கோயில் வீதி, சங்கிலியம்பாளையம், திருப்பூர். (5) ரா.கோபிநாத், சங்கிலியம்பாளையம், தேவராஜபட்டினம், திருப்பூர்.: [786, 109, 1128, 202]
booth-entry: [43, 360, 386, 391]
booth-entry: [43, 485, 386, 517]
booth-entry: [786, 386, 1128, 417]
booth-agent: மா.நரேந்திரன், 114/27, மணியம்மை நகர், 1–வது தெரு, உடுமலை சாலை, தாராபுரம், திருப்பூர்.: [134, 528, 376, 574]
booth-entry: [1157, 1382, 1500, 1414]
separator: :: [123, 319, 127, 332]
ward-heading: 15–வது வார்டு: [532, 1763, 639, 1780]
booth-entry: [43, 150, 386, 182]
ward-leader: அமைப்பாளர் : செ.குணசேகர், 21, தேவநல்லூர், செலம் பாளையம், சின்னக்காம்பாளையம், திருப்பூர்.: [786, 717, 1128, 746]
leader-label: அமைப்பாளர் :: [43, 1052, 132, 1065]
column-1: [43, 108, 386, 2355]
booth-entry: [43, 727, 386, 758]
ward-leader: அமைப்பாளர் : க.கருணாமூர்த்தி, 27, காமராஜபுரம், குண்டடம், தாராபுரம், திருப்பூர்.: [415, 1029, 757, 1059]
deputies-label: துணை அமைப்பாளர்கள் :: [786, 1259, 933, 1273]
ward-deputies: துணை அமைப்பாளர்கள் : (1) ச.மோகன்குமார், 43, ஆதி திராவிடர் தெரு, சின்னக்காம்பாளையம், திருப்பூர். (2) சிவக்குமார், 63, ஆதி திராவிடர் தெரு, சின்னக்காம் பாளையம், திருப்பூர். (3) செ.பிரவீன்குமார், 100 ஏ, மேற்குக் குடித்தெரு, சீலநாயக்கன்பட்டி, சின்னக்காம்பாளையம், திருப்பூர்.: [786, 1568, 1128, 1645]
booth-entry: [43, 685, 386, 717]
booth-agent: ரா.ஜெகதீஷ், 122, சி.எஸ்.ஐ.பின்புறம், தாராபுரம், திருப்பூர்.: [134, 586, 336, 615]
leader-label: அமைப்பாளர் :: [415, 1208, 506, 1221]
leader-label: அமைப்பாளர் :: [786, 1220, 873, 1234]
leader-label: அமைப்பாளர் :: [43, 1749, 162, 1763]
leader-label: அமைப்பாளர் :: [1157, 874, 1266, 888]
deputies-label: துணை அமைப்பாளர்கள் :: [1157, 1692, 1320, 1705]
booth-agent: பாசஞ்சய், 52 பி, கோவை சாலை, குண்டடம், தாராபுரம், திருப்பூர்.: [877, 486, 1115, 516]
ward-heading: 2–வது வார்டு: [167, 1203, 262, 1220]
leader-label: அமைப்பாளர் :: [415, 1791, 522, 1804]
ward-section: [786, 1193, 1128, 1338]
booth-agent: சு.எல்வாமூர்த்தி, பொடாரம்பாளையம், குண்டடம், தாராபுரம், திருப்பூர்.: [877, 386, 1081, 416]
deputies-label: துணை அமைப்பாளர்கள் :: [1157, 1060, 1337, 1073]
separator: :: [1237, 1425, 1241, 1439]
